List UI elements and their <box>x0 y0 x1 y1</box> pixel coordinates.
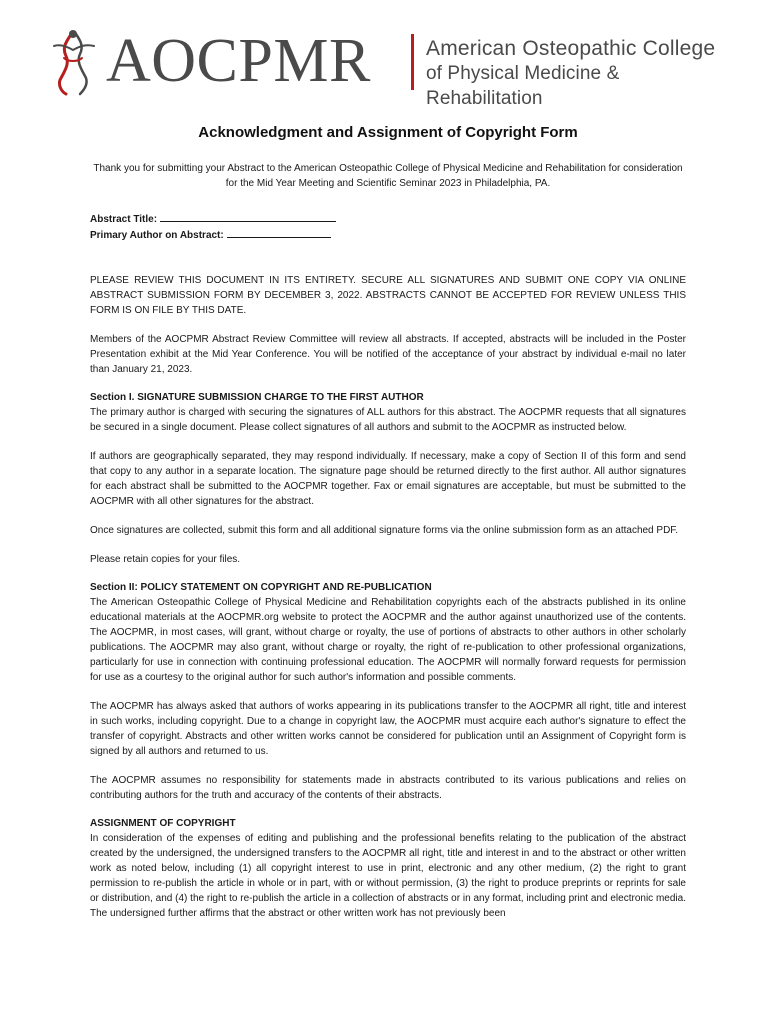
logo-divider <box>411 34 414 90</box>
section1-heading: Section I. SIGNATURE SUBMISSION CHARGE TO THE FIRST AUTHOR <box>90 392 424 403</box>
section1-paragraph: If authors are geographically separated, they may respond individually. If necessary, make a copy of Section II of this form and send that copy to any author in a separate location. The signature page should be returned directly to the first author. All author signatures for each abstract shall be submitted to the AOCPMR together. Fax or email signatures are acceptable, but must be submitted to the AOCPMR with all other signatures for the abstract. <box>90 451 686 507</box>
committee-paragraph: Members of the AOCPMR Abstract Review Committee will review all abstracts. If accepted, abstracts will be included in the Poster Presentation exhibit at the Mid Year Conference. You will be notified of the acceptance of your abstract by individual e-mail no later than January 21, 2023. <box>90 334 686 375</box>
section2-heading: Section II: POLICY STATEMENT ON COPYRIGHT AND RE-PUBLICATION <box>90 582 432 593</box>
primary-author-field <box>90 227 686 243</box>
section1-paragraph: Please retain copies for your files. <box>90 554 241 565</box>
section1-paragraph: The primary author is charged with securing the signatures of ALL authors for this abstract. The AOCPMR requests that all signatures be secured in a single document. Please collect signatures of all authors and submit to the AOCPMR as instructed below. <box>90 407 686 433</box>
review-notice: PLEASE REVIEW THIS DOCUMENT IN ITS ENTIRETY. SECURE ALL SIGNATURES AND SUBMIT ONE COPY VIA ONLINE ABSTRACT SUBMISSION FORM BY DECEMBER 3, 2022. ABSTRACTS CANNOT BE ACCEPTED FOR REVIEW UNLESS THIS FORM IS ON FILE BY THIS DATE. <box>90 275 686 316</box>
aocpmr-logo <box>40 27 730 109</box>
intro-text: Thank you for submitting your Abstract to the American Osteopathic College of Physical Medicine and Rehabilitation for consideration for the Mid Year Meeting and Scientific Seminar 2023 in Philadelphia, PA. <box>93 163 683 189</box>
section2-paragraph: The AOCPMR assumes no responsibility for statements made in abstracts contributed to its various publications and relies on contributing authors for the truth and accuracy of the contents of their abstracts. <box>90 775 686 801</box>
logo-wordmark: AOCPMR <box>106 27 371 95</box>
primary-author-label: Primary Author on Abstract: <box>90 230 224 241</box>
section1-paragraph: Once signatures are collected, submit this form and all additional signature forms via the online submission form as an attached PDF. <box>90 525 679 536</box>
college-name-line1: American Osteopathic College <box>426 37 716 60</box>
abstract-title-label: Abstract Title: <box>90 214 158 225</box>
section2-paragraph: The American Osteopathic College of Physical Medicine and Rehabilitation copyrights each of the abstracts published in its online educational materials at the AOCPMR.org website to protect the AOCPMR and the author against unauthorized use of the contents. The AOCPMR, in most cases, will grant, without charge or royalty, the use of portions of abstracts to other authors in other scholarly publications. The AOCPMR may also grant, without charge or royalty, the right of re-publication to other professional organizations, particularly for use in connection with continuing professional education. The AOCPMR will normally forward requests for permission for use as a courtesy to the original author for such author's information and possible comments. <box>90 597 686 683</box>
section2-paragraph: The AOCPMR has always asked that authors of works appearing in its publications transfer to the AOCPMR all right, title and interest in such works, including copyright. Due to a change in copyright law, the AOCPMR must acquire each author's signature to effect the transfer of copyright. Abstracts and other written works cannot be considered for publication until an Assignment of Copyright form is signed by all authors and returned to us. <box>90 701 686 757</box>
assignment-paragraph: In consideration of the expenses of editing and publishing and the professional benefits relating to the publication of the abstract created by the undersigned, the undersigned transfers to the AOCPMR all right, title and interest in and to the abstract or other written work as noted below, including (1) all copyright interest to use in print, electronic and any other medium, (2) the right to grant permission to re-publish the article in whole or in part, with or without permission, (3) the right to produce preprints or reprints for sale or distribution, and (4) the right to re-publish the article in a collection of abstracts or in any format, including print and electronic media. The undersigned further affirms that the abstract or other written work has not previously been <box>90 833 686 919</box>
assignment-heading: ASSIGNMENT OF COPYRIGHT <box>90 818 236 829</box>
document-body <box>90 124 686 921</box>
human-figure-logo-icon <box>40 28 110 96</box>
logo-college-name <box>426 36 730 111</box>
primary-author-blank[interactable] <box>227 227 331 238</box>
abstract-title-field <box>90 211 686 227</box>
form-title: Acknowledgment and Assignment of Copyright Form <box>198 124 578 141</box>
college-name-line2: of Physical Medicine & Rehabilitation <box>426 63 620 109</box>
abstract-title-blank[interactable] <box>160 211 336 222</box>
